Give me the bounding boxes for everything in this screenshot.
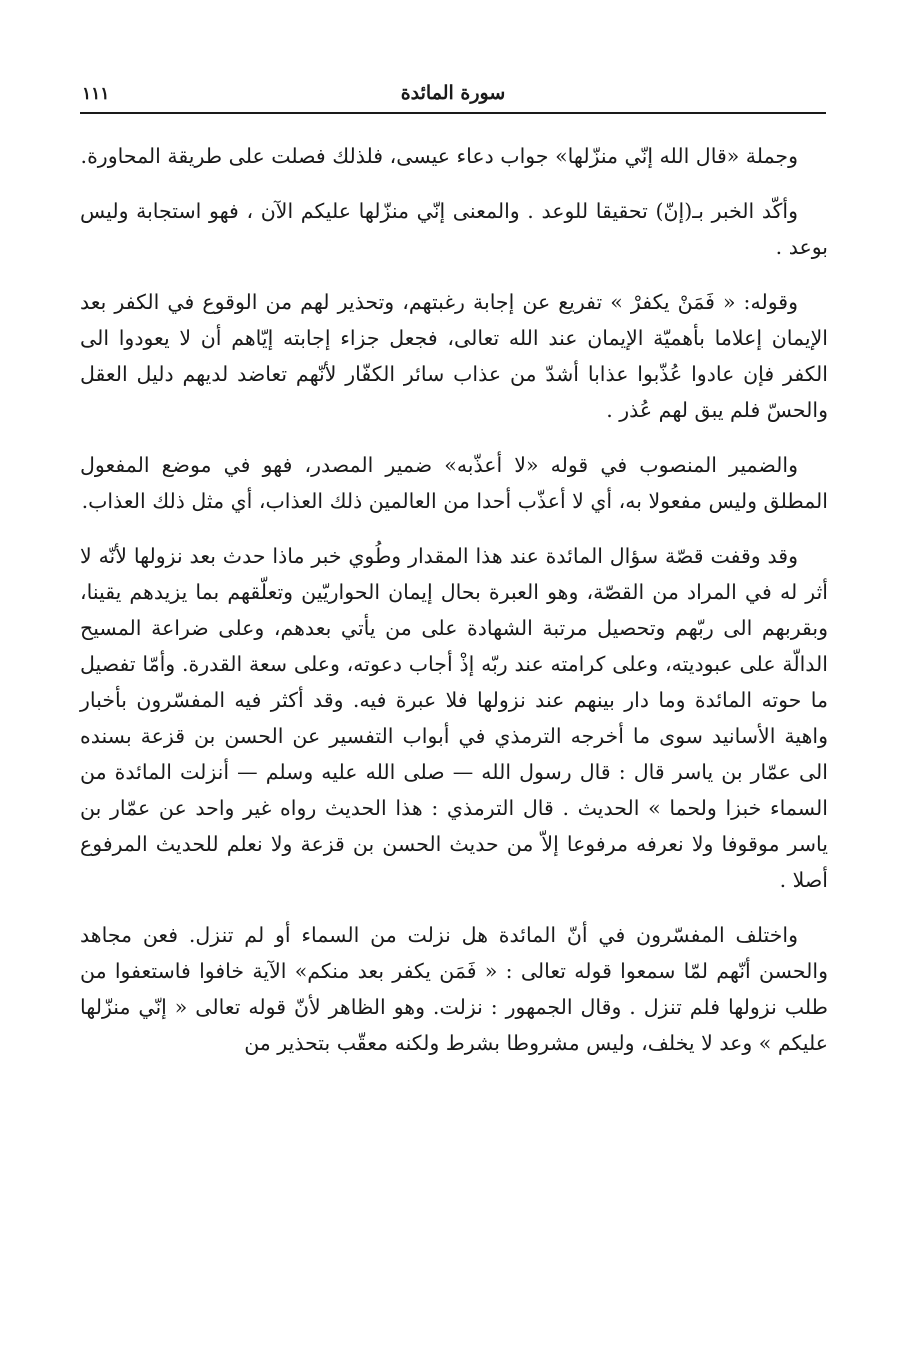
running-title: سورة المائدة: [400, 82, 506, 104]
paragraph: وقد وقفت قصّة سؤال المائدة عند هذا المقدار وطُوي خبر ماذا حدث بعد نزولها لأنّه لا أثر له في المراد من القصّة، وهو العبرة بحال إيمان الحواريّين وتعلّقهم بما يزيدهم يقينا، وبقربهم الى ربّهم وتحصيل مرتبة الشهادة على من يأتي بعدهم، وعلى ضراعة المسيح الدالّة على عبوديته، وعلى كرامته عند ربّه إذْ أجاب دعوته، وعلى سعة القدرة. وأمّا تفصيل ما حوته المائدة وما دار بينهم عند نزولها فلا عبرة فيه. وقد أكثر فيه المفسّرون بأخبار واهية الأسانيد سوى ما أخرجه الترمذي في أبواب التفسير عن الحسن بن قزعة بسنده الى عمّار بن ياسر قال : قال رسول الله — صلى الله عليه وسلم — أنزلت المائدة من السماء خبزا ولحما » الحديث . قال الترمذي : هذا الحديث رواه غير واحد عن عمّار بن ياسر موقوفا ولا نعرفه مرفوعا إلاّ من حديث الحسن بن قزعة ولا نعلم للحديث المرفوع أصلا .: [80, 544, 828, 892]
paragraph: واختلف المفسّرون في أنّ المائدة هل نزلت من السماء أو لم تنزل. فعن مجاهد والحسن أنّهم لمّا سمعوا قوله تعالى : « فَمَن يكفر بعد منكم» الآية خافوا فاستعفوا من طلب نزولها فلم تنزل . وقال الجمهور : نزلت. وهو الظاهر لأنّ قوله تعالى « إنّي منزّلها عليكم » وعد لا يخلف، وليس مشروطا بشرط ولكنه معقّب بتحذير من: [80, 923, 828, 1055]
body-text: [80, 138, 828, 1080]
paragraph: وأكّد الخبر بـ(إنّ) تحقيقا للوعد . والمعنى إنّي منزّلها عليكم الآن ، فهو استجابة وليس بوعد .: [80, 199, 828, 259]
page-header: [80, 78, 826, 114]
paragraph: والضمير المنصوب في قوله «لا أعذّبه» ضمير المصدر، فهو في موضع المفعول المطلق وليس مفعولا به، أي لا أعذّب أحدا من العالمين ذلك العذاب، أي مثل ذلك العذاب.: [80, 453, 828, 513]
page-number: ١١١: [82, 84, 110, 104]
header-rule: [80, 112, 826, 114]
paragraph: وقوله: « فَمَنْ يكفرْ » تفريع عن إجابة رغبتهم، وتحذير لهم من الوقوع في الكفر بعد الإيمان إعلاما بأهميّة الإيمان عند الله تعالى، فجعل جزاء إجابته إيّاهم أن لا يعودوا الى الكفر فإن عادوا عُذّبوا عذابا أشدّ من عذاب سائر الكفّار لأنّهم تعاضد لديهم دليل العقل والحسّ فلم يبق لهم عُذر .: [80, 290, 828, 422]
paragraph: وجملة «قال الله إنّي منزّلها» جواب دعاء عيسى، فلذلك فصلت على طريقة المحاورة.: [80, 144, 798, 168]
